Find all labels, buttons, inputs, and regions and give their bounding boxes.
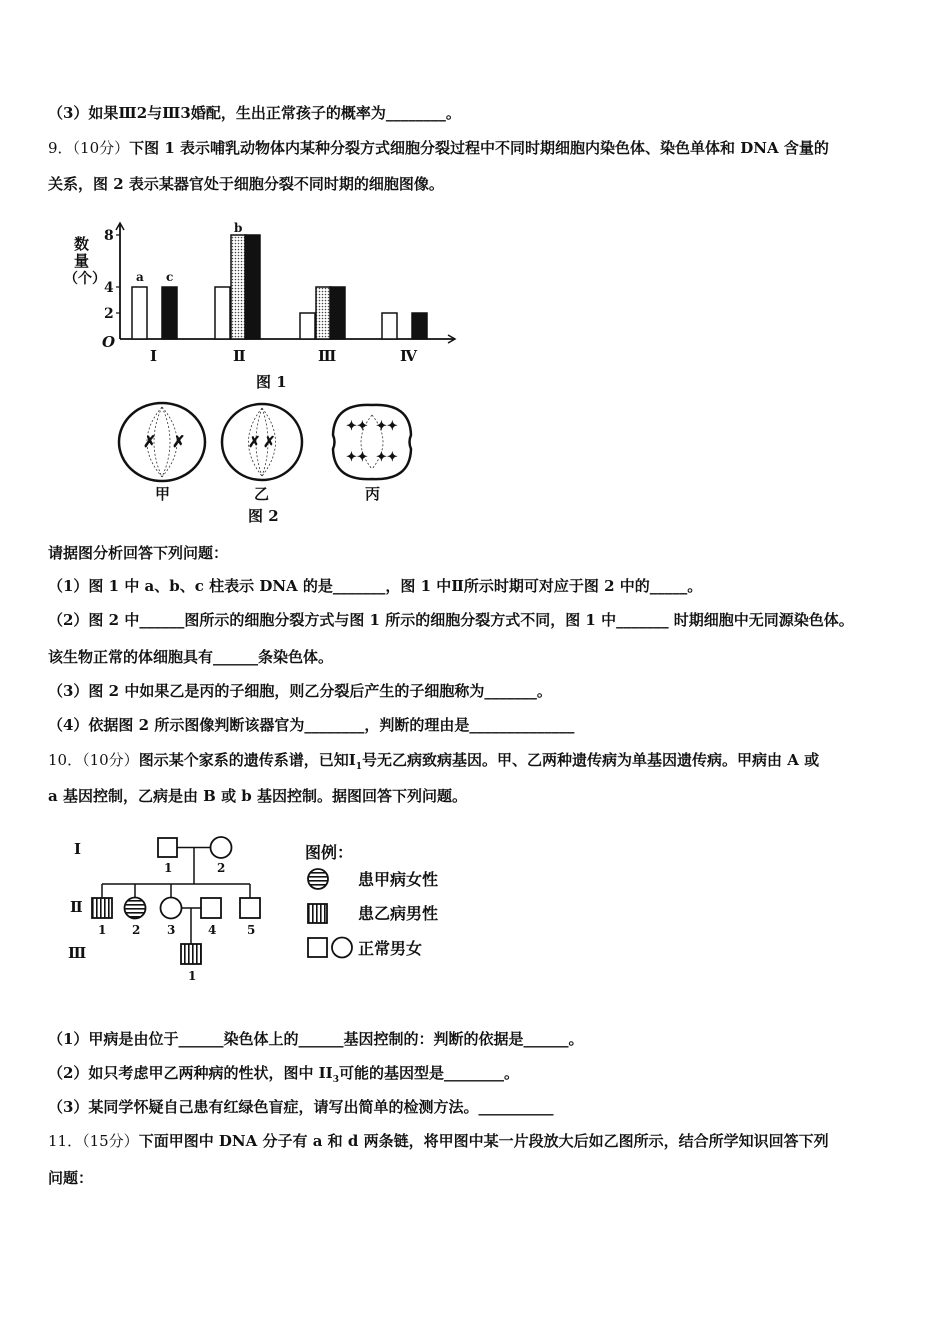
legend-normal-male-symbol — [308, 938, 327, 957]
q9-points: （10分） — [72, 139, 130, 157]
q10-stem-text-b: 号无乙病致病基因。甲、乙两种遗传病为单基因遗传病。甲病由 A 或 — [361, 751, 820, 769]
gen2-male-4 — [201, 898, 221, 918]
bar-label-a: a — [136, 270, 144, 284]
y-tick-label: 4 — [104, 280, 114, 296]
q10-number: 10． — [48, 751, 83, 769]
generation-3-label: Ⅲ — [68, 944, 87, 962]
q9-stem-text: 下图 1 表示哺乳动物体内某种分裂方式细胞分裂过程中不同时期细胞内染色体、染色单体和 DNA 含量的 — [129, 139, 829, 157]
legend-normal-female-symbol — [332, 938, 352, 958]
x-category-label: Ⅲ — [318, 347, 337, 365]
gen1-number-1: 1 — [164, 861, 173, 875]
x-category-label: Ⅳ — [400, 347, 418, 365]
q9-sub2-line2: 该生物正常的体细胞具有______条染色体。 — [48, 648, 334, 666]
legend-title: 图例： — [305, 843, 354, 862]
cell-label-jia: 甲 — [155, 485, 171, 503]
legend-item-1: 患甲病女性 — [358, 870, 439, 889]
q10-stem-line1 — [48, 750, 819, 777]
gen1-female-2 — [211, 837, 232, 858]
gen2-affected-female-2 — [125, 898, 146, 919]
q9-sub3: （3）图 2 中如果乙是丙的子细胞，则乙分裂后产生的子细胞称为_______。 — [48, 682, 552, 700]
y-axis-label-part-2: 量 — [74, 252, 90, 270]
q10-sub2-text-b: 可能的基因型是________。 — [338, 1064, 519, 1082]
svg-text:✦✦: ✦✦ — [346, 419, 368, 434]
bar-b-3 — [316, 287, 331, 339]
bar-a-3 — [300, 313, 315, 339]
y-axis-label-part-3: （个） — [64, 271, 106, 287]
y-axis-label-part-1: 数 — [74, 235, 90, 253]
gen3-number-1: 1 — [188, 969, 197, 983]
q10-stem-subscript: 1 — [355, 762, 362, 772]
bar-a-1 — [132, 287, 147, 339]
q9-sub1: （1）图 1 中 a、b、c 柱表示 DNA 的是_______，图 1 中Ⅱ所示时期可对应于图 2 中的_____。 — [48, 577, 703, 595]
gen2-male-5 — [240, 898, 260, 918]
legend-affected-female-symbol — [308, 869, 328, 889]
origin-label: O — [102, 333, 116, 351]
x-category-label: Ⅱ — [233, 347, 246, 365]
gen1-male-1 — [158, 838, 177, 857]
bar-c-4 — [412, 313, 427, 339]
bar-label-c: c — [166, 270, 174, 284]
q10-points: （10分） — [82, 751, 139, 769]
figure-2-cell-images — [110, 395, 420, 530]
q11-stem-line1 — [48, 1131, 829, 1151]
svg-text:✦✦: ✦✦ — [346, 450, 368, 465]
gen1-number-2: 2 — [217, 861, 226, 875]
y-tick-label: 8 — [104, 228, 114, 244]
svg-text:✦✦: ✦✦ — [376, 419, 398, 434]
bar-c-3 — [330, 287, 345, 339]
gen2-affected-male-1 — [92, 898, 112, 918]
svg-text:✦✦: ✦✦ — [376, 450, 398, 465]
generation-2-label: Ⅱ — [70, 898, 83, 916]
q11-points: （15分） — [82, 1132, 139, 1150]
q9-stem-line2: 关系，图 2 表示某器官处于细胞分裂不同时期的细胞图像。 — [48, 175, 444, 193]
q9-sub2-line1: （2）图 2 中______图所示的细胞分裂方式与图 1 所示的细胞分裂方式不同，图 1 中_______ 时期细胞中无同源染色体。 — [48, 611, 854, 629]
q11-stem-text: 下面甲图中 DNA 分子有 a 和 d 两条链，将甲图中某一片段放大后如乙图所示，结合所学知识回答下列 — [138, 1132, 829, 1150]
legend-item-3: 正常男女 — [358, 939, 423, 958]
bar-b-2 — [231, 235, 246, 339]
q9-stem-line1 — [48, 138, 829, 158]
q11-number: 11． — [48, 1132, 83, 1150]
bar-a-4 — [382, 313, 397, 339]
q10-sub3: （3）某同学怀疑自己患有红绿色盲症，请写出简单的检测方法。__________ — [48, 1098, 554, 1116]
figure-2-caption: 图 2 — [248, 507, 279, 525]
cell-label-bing: 丙 — [365, 485, 381, 503]
q11-stem-line2: 问题： — [48, 1169, 94, 1187]
q10-sub2-text-a: （2）如只考虑甲乙两种病的性状，图中 II — [48, 1064, 333, 1082]
q9-prompt: 请据图分析回答下列问题： — [48, 544, 229, 562]
svg-text:✗: ✗ — [143, 432, 157, 451]
figure-1-caption: 图 1 — [256, 373, 287, 391]
q10-stem-text-a: 图示某个家系的遗传系谱，已知Ⅰ — [138, 751, 356, 769]
q10-stem-line2: a 基因控制，乙病是由 B 或 b 基因控制。据图回答下列问题。 — [48, 787, 467, 805]
cell-label-yi: 乙 — [254, 485, 270, 503]
figure-1-bar-chart — [60, 215, 470, 395]
gen3-affected-male-1 — [181, 944, 201, 964]
gen2-number-2: 2 — [132, 923, 141, 937]
gen2-number-4: 4 — [208, 923, 217, 937]
svg-text:✗: ✗ — [248, 433, 261, 451]
cell-yi — [222, 404, 302, 480]
generation-1-label: Ⅰ — [74, 840, 82, 858]
legend-affected-male-symbol — [308, 904, 327, 923]
pedigree-chart — [60, 828, 480, 988]
q9-sub4: （4）依据图 2 所示图像判断该器官为________，判断的理由是______________ — [48, 716, 575, 734]
q8-sub3: （3）如果Ⅲ2与Ⅲ3婚配，生出正常孩子的概率为________。 — [48, 104, 461, 122]
q10-sub2 — [48, 1063, 519, 1090]
bar-c-1 — [162, 287, 177, 339]
gen2-number-3: 3 — [167, 923, 176, 937]
q10-sub2-subscript: 3 — [332, 1075, 339, 1085]
gen2-female-3 — [161, 898, 182, 919]
y-tick-label: 2 — [104, 306, 114, 322]
cell-jia — [119, 403, 205, 481]
svg-text:✗: ✗ — [172, 432, 186, 451]
cell-bing — [333, 405, 411, 479]
q9-number: 9． — [48, 139, 73, 157]
gen2-number-1: 1 — [98, 923, 107, 937]
q10-sub1: （1）甲病是由位于______染色体上的______基因控制的：判断的依据是______。 — [48, 1030, 584, 1048]
x-category-label: Ⅰ — [150, 347, 158, 365]
svg-text:✗: ✗ — [263, 433, 276, 451]
bar-c-2 — [245, 235, 260, 339]
gen2-number-5: 5 — [247, 923, 256, 937]
bar-a-2 — [215, 287, 230, 339]
bar-label-b: b — [234, 221, 243, 235]
legend-item-2: 患乙病男性 — [358, 904, 439, 923]
